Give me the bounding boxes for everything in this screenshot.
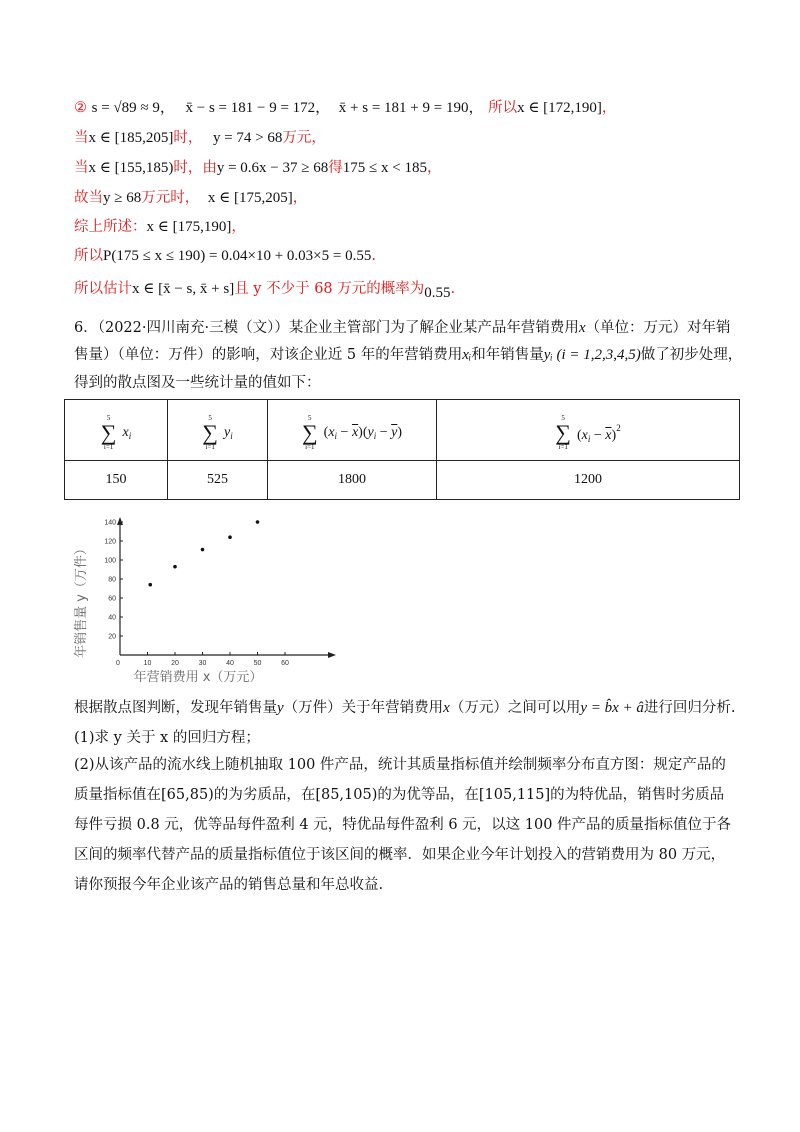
y-tick-label: 20 (108, 633, 116, 641)
text-fragment: 所以估计 (74, 281, 132, 297)
text-fragment: 时， (173, 130, 203, 146)
text-fragment: ， (292, 190, 308, 206)
regression-equation: y = b̂x + â (580, 700, 644, 716)
math-expression: 0.55 (424, 285, 451, 301)
y-axis-label: 年销售量 y（万件） (74, 542, 89, 658)
y-axis-arrow (117, 517, 123, 525)
y-tick-label: 100 (104, 557, 116, 565)
math-expression: x ∈ [155,185) (88, 160, 174, 176)
text-fragment: 所以 (74, 248, 103, 264)
math-variable: y (277, 700, 284, 716)
table-header-cell: 5 ∑ i=1 $(x_i - \overline{x})^2$ (437, 400, 740, 461)
text-fragment: 进行回归分析. (643, 700, 736, 716)
text-fragment: 且 y 不少于 68 万元的概率为 (234, 281, 425, 297)
x-tick-label: 10 (143, 660, 152, 667)
text-fragment: 时，由 (173, 160, 217, 176)
question-2: (2)从该产品的流水线上随机抽取 100 件产品，统计其质量指标值并绘制频率分布直方图：规定产品的质量指标值在[65,85)的为劣质品，在[85,105)的为优等品，在[105,115]的为特优品，销售时劣质品每件亏损 0.8 元，优等品每件盈利 4 元，特优品每件盈利 6 元，以这 100 件产品的质量指标值位于各区间的频率代替产品的质量指标值位于该区间的概率．如果企业今年计划投入的营销费用为 80 万元，请你预报今年企业该产品的销售总量和年总收益. (74, 757, 732, 893)
text-fragment: 万元， (282, 130, 326, 146)
math-expression: x̄ + s = 181 + 9 = 190， (338, 100, 484, 116)
math-expression: y ≥ 68 (103, 190, 142, 206)
y-tick-label: 80 (108, 576, 116, 584)
x-axis-arrow (328, 652, 336, 658)
x-tick-label: 0 (116, 660, 120, 667)
text-fragment: 当 (74, 160, 89, 176)
math-expression: x ∈ [175,190] (146, 219, 232, 235)
math-variable: x (578, 320, 586, 336)
text-fragment: . (450, 281, 456, 297)
question-1: (1)求 y 关于 x 的回归方程； (74, 730, 260, 746)
text-fragment: 当 (74, 130, 89, 146)
math-expression: x ∈ [175,205] (207, 190, 293, 206)
statistics-table (64, 399, 740, 500)
y-tick-label: 120 (104, 538, 116, 546)
text-fragment: 得 (328, 160, 343, 176)
text-fragment: 售量）（单位：万件）的影响，对该企业近 5 年的年营销费用 (74, 347, 463, 363)
text-fragment: （万元）之间可以用 (449, 700, 581, 716)
problem-line-3: 得到的散点图及一些统计量的值如下： (74, 375, 321, 391)
table-cell: 525 (168, 461, 268, 500)
y-tick-label: 40 (108, 614, 116, 622)
scatter-point (256, 520, 260, 524)
text-fragment: 6．（2022·四川南充·三模（文））某企业主管部门为了解企业某产品年营销费用 (74, 320, 579, 336)
table-header-row (65, 400, 740, 461)
solution-line-4 (74, 188, 307, 208)
table-cell: 1800 (268, 461, 437, 500)
text-fragment: 和年销售量 (471, 347, 544, 363)
math-expression: 175 ≤ x < 185 (342, 160, 427, 176)
solution-line-5 (74, 217, 246, 237)
x-tick-label: 20 (171, 660, 179, 667)
text-fragment: 所以 (488, 100, 518, 116)
math-expression: s = √89 ≈ 9， (91, 100, 175, 116)
x-tick-label: 50 (253, 660, 262, 667)
table-header-cell: 5 ∑ i=1 $y_i$ (168, 400, 268, 461)
solution-line-1 (74, 98, 616, 118)
problem-header (74, 318, 731, 338)
text-fragment: 根据散点图判断，发现年销售量 (74, 700, 277, 716)
y-tick-label: 60 (108, 595, 116, 603)
math-expression: y = 74 > 68 (212, 130, 283, 146)
x-tick-label: 40 (226, 660, 234, 667)
text-fragment: 万元时， (141, 190, 200, 206)
text-fragment: 故当 (74, 190, 103, 206)
solution-line-3 (74, 158, 441, 178)
scatter-point (228, 535, 232, 539)
table-cell: 1200 (437, 461, 740, 500)
text-fragment: 综上所述： (74, 219, 147, 235)
scatter-point (173, 565, 177, 569)
scatter-point (201, 548, 205, 552)
text-fragment: （万件）关于年营销费用 (283, 700, 444, 716)
circled-number: ② (74, 100, 87, 116)
math-expression: x ∈ [172,190] (517, 100, 602, 116)
text-fragment: . (371, 248, 376, 264)
text-fragment: ， (426, 160, 442, 176)
table-header-cell: 5 ∑ i=1 $x_i$ (65, 400, 168, 461)
math-variable: xᵢ (462, 347, 472, 363)
table-cell: 150 (65, 461, 168, 500)
x-tick-label: 60 (281, 660, 289, 667)
table-header-cell: 5 ∑ i=1 $(x_i - \overline{x})(y_i - \overline{y})$ (268, 400, 437, 461)
solution-line-2 (74, 128, 326, 148)
x-tick-label: 30 (198, 660, 207, 667)
analysis-paragraph (74, 698, 736, 718)
text-fragment: ， (601, 100, 617, 116)
math-expression: x ∈ [185,205] (88, 130, 174, 146)
math-variable: x (443, 700, 450, 716)
x-axis-label: 年营销费用 x（万元） (133, 670, 263, 685)
table-row (65, 461, 740, 500)
solution-line-6 (74, 246, 376, 266)
math-expression: P(175 ≤ x ≤ 190) = 0.04×10 + 0.03×5 = 0.55 (103, 248, 372, 264)
text-fragment: （单位：万元）对年销 (585, 320, 731, 336)
text-fragment: ， (231, 219, 246, 235)
math-expression: x ∈ [x̄ − s, x̄ + s] (132, 281, 235, 297)
scatter-chart (70, 515, 340, 690)
y-tick-label: 140 (104, 519, 116, 527)
math-expression: x̄ − s = 181 − 9 = 172， (185, 100, 331, 116)
problem-line-2 (74, 345, 742, 365)
math-variable: yᵢ (i = 1,2,3,4,5) (543, 347, 641, 363)
text-fragment: 做了初步处理， (640, 347, 743, 363)
math-expression: y = 0.6x − 37 ≥ 68 (216, 160, 329, 176)
solution-line-7 (74, 279, 455, 303)
scatter-point (148, 583, 152, 587)
